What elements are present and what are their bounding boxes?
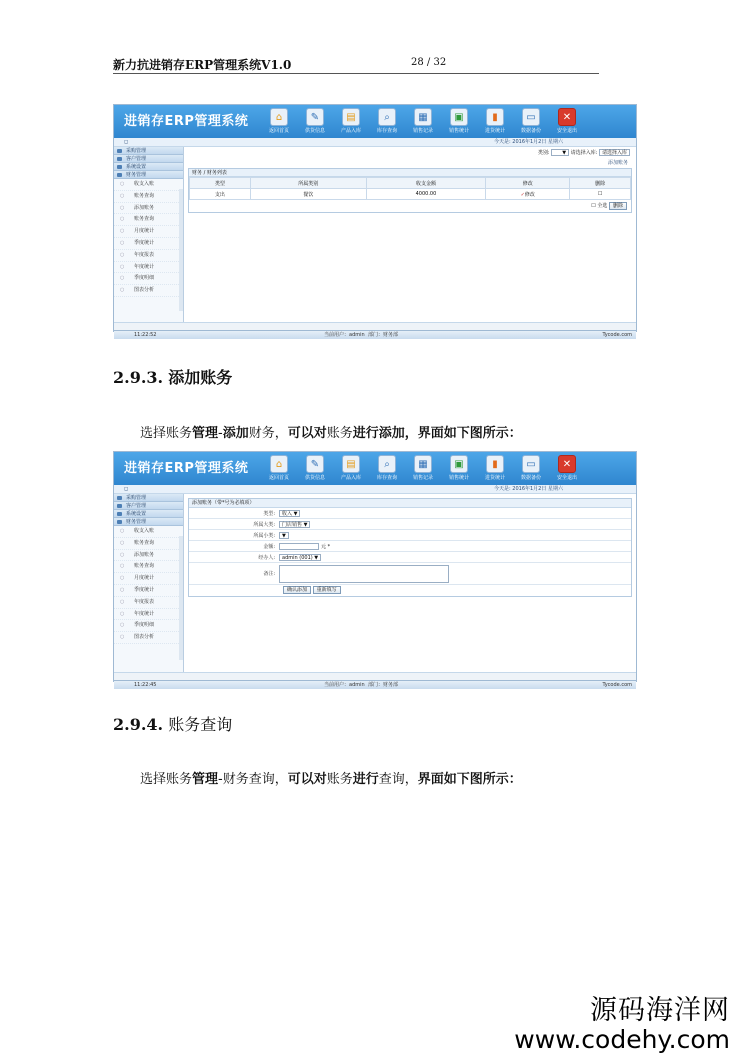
col-type: 类型 — [190, 178, 251, 189]
grid-icon: ▦ — [414, 108, 432, 126]
sidebar-item[interactable]: ○ 收支入账 — [114, 526, 183, 538]
info-bar — [114, 138, 636, 147]
handler-select[interactable]: admin (001) ▼ — [279, 554, 321, 561]
watermark-line2: www.codehy.com — [514, 1025, 730, 1054]
table-actions — [189, 200, 631, 212]
edit-icon: ✎ — [306, 108, 324, 126]
status-bar: 11:22:52 当前用户：admin 部门：财务部 Tycode.com — [114, 330, 636, 339]
sidebar-item[interactable]: ○ 账务查询 — [114, 538, 183, 550]
section-text-293: 选择账务管理-添加财务，可以对账务进行添加，界面如下图所示： — [140, 426, 522, 441]
toolbar-logout[interactable]: ✕ 安全退出 — [550, 107, 584, 134]
watermark — [514, 996, 730, 1054]
search-icon: ⌕ — [378, 108, 396, 126]
sidebar-scrollbar[interactable] — [179, 536, 183, 660]
chart-icon: ▣ — [450, 108, 468, 126]
toolbar-sales-stat[interactable]: ▣ 销售统计 — [442, 107, 476, 134]
watermark-line1: 源码海洋网 — [590, 995, 730, 1026]
field-remark: 备注: — [189, 563, 631, 585]
screenshot-finance-list — [113, 104, 637, 338]
amount-input[interactable] — [279, 543, 319, 550]
breadcrumb: ◻ — [124, 139, 129, 145]
sidebar-item[interactable]: ○ 年度统计 — [114, 609, 183, 621]
toolbar-stock-in[interactable]: ▤ 产品入库 — [334, 454, 368, 481]
menu-customer[interactable]: 客户管理 — [114, 502, 183, 510]
save-icon: ▭ — [522, 455, 540, 473]
finance-table — [189, 177, 631, 200]
table-row: 支出 餐饮 4000.00 ✓修改 ☐ — [190, 189, 631, 200]
col-edit: 修改 — [486, 178, 570, 189]
h-scrollbar[interactable] — [114, 672, 636, 680]
app-title: 进销存ERP管理系统 — [124, 461, 249, 476]
doc-title: 新力抗进销存ERP管理系统V1.0 — [113, 58, 292, 72]
toolbar-home[interactable]: ⌂ 返回首页 — [262, 454, 296, 481]
category-select[interactable]: 门店销售 ▼ — [279, 521, 310, 528]
sidebar-item[interactable]: ○ 年度报表 — [114, 597, 183, 609]
delete-button[interactable]: 删除 — [609, 202, 627, 210]
search-icon: ⌕ — [378, 455, 396, 473]
save-icon: ▭ — [522, 108, 540, 126]
sidebar-item[interactable]: ○ 账务查询 — [114, 191, 183, 203]
section-heading-293: 2.9.3. 添加账务 — [113, 368, 233, 387]
edit-link[interactable]: ✓修改 — [486, 189, 570, 200]
app-title: 进销存ERP管理系统 — [124, 114, 249, 129]
menu-settings[interactable]: 系统设置 — [114, 510, 183, 518]
row-checkbox[interactable]: ☐ — [570, 189, 631, 200]
sidebar — [114, 494, 184, 672]
sidebar-item[interactable]: ○ 图表分析 — [114, 285, 183, 297]
sidebar-item[interactable]: ○ 月度统计 — [114, 573, 183, 585]
select-all-checkbox[interactable]: ☐ — [591, 203, 596, 209]
form-actions — [189, 585, 631, 596]
sidebar-item[interactable]: ○ 月度统计 — [114, 226, 183, 238]
add-link[interactable]: 添加账务 — [607, 160, 628, 166]
page-header — [113, 56, 599, 74]
col-amount: 收支金额 — [366, 178, 486, 189]
menu-finance[interactable]: 财务管理 — [114, 171, 183, 179]
select-all-label[interactable]: 全选 — [597, 203, 608, 209]
submit-button[interactable]: 确认添加 — [283, 586, 311, 594]
type-select[interactable]: 收入 ▼ — [279, 510, 300, 517]
toolbar-backup[interactable]: ▭ 数据备份 — [514, 107, 548, 134]
toolbar-backup[interactable]: ▭ 数据备份 — [514, 454, 548, 481]
close-icon: ✕ — [558, 108, 576, 126]
subcategory-select[interactable]: ▼ — [279, 532, 289, 539]
sidebar-item[interactable]: ○ 添加账务 — [114, 550, 183, 562]
sidebar-item[interactable]: ○ 季度明细 — [114, 620, 183, 632]
toolbar-sales[interactable]: ▦ 销售记录 — [406, 454, 440, 481]
menu-purchase[interactable]: 采购管理 — [114, 147, 183, 155]
toolbar — [262, 454, 586, 481]
main-panel — [184, 494, 636, 672]
sidebar-item[interactable]: ○ 账务查询 — [114, 214, 183, 226]
col-category: 所属类别 — [250, 178, 366, 189]
menu-finance[interactable]: 财务管理 — [114, 518, 183, 526]
app-banner — [114, 105, 636, 138]
sidebar-item[interactable]: ○ 季度统计 — [114, 238, 183, 250]
sidebar-item[interactable]: ○ 添加账务 — [114, 203, 183, 215]
sidebar-item[interactable]: ○ 年度统计 — [114, 262, 183, 274]
box-icon: ▤ — [342, 108, 360, 126]
toolbar-supply[interactable]: ✎ 供货信息 — [298, 107, 332, 134]
toolbar-logout[interactable]: ✕ 安全退出 — [550, 454, 584, 481]
sidebar-item[interactable]: ○ 账务查询 — [114, 561, 183, 573]
reset-button[interactable]: 重新填写 — [313, 586, 341, 594]
menu-purchase[interactable]: 采购管理 — [114, 494, 183, 502]
app-banner — [114, 452, 636, 485]
toolbar-sales-stat[interactable]: ▣ 销售统计 — [442, 454, 476, 481]
status-bar: 11:22:45 当前用户：admin 部门：财务部 Tycode.com — [114, 680, 636, 689]
toolbar-stock-in[interactable]: ▤ 产品入库 — [334, 107, 368, 134]
toolbar-supply[interactable]: ✎ 供货信息 — [298, 454, 332, 481]
toolbar-home[interactable]: ⌂ 返回首页 — [262, 107, 296, 134]
sidebar-item[interactable]: ○ 收支入账 — [114, 179, 183, 191]
toolbar-sales[interactable]: ▦ 销售记录 — [406, 107, 440, 134]
toolbar-purchase-stat[interactable]: ▮ 进货统计 — [478, 107, 512, 134]
menu-customer[interactable]: 客户管理 — [114, 155, 183, 163]
section-heading-294: 2.9.4. 账务查询 — [113, 715, 233, 734]
bar-chart-icon: ▮ — [486, 455, 504, 473]
main-panel — [184, 147, 636, 322]
remark-textarea[interactable] — [279, 565, 449, 583]
toolbar-inventory[interactable]: ⌕ 库存查询 — [370, 454, 404, 481]
grid-title: 财务 / 财务列表 — [189, 169, 631, 177]
grid-icon: ▦ — [414, 455, 432, 473]
home-icon: ⌂ — [270, 108, 288, 126]
sidebar-item[interactable]: ○ 图表分析 — [114, 632, 183, 644]
add-finance-form — [188, 498, 632, 597]
h-scrollbar[interactable] — [114, 322, 636, 330]
bar-chart-icon: ▮ — [486, 108, 504, 126]
field-type: 类型: 收入 ▼ — [189, 508, 631, 519]
field-handler: 经办人: admin (001) ▼ — [189, 552, 631, 563]
sidebar-item[interactable]: ○ 季度统计 — [114, 585, 183, 597]
toolbar-purchase-stat[interactable]: ▮ 进货统计 — [478, 454, 512, 481]
info-bar — [114, 485, 636, 494]
section-text-294: 选择账务管理-财务查询，可以对账务进行查询，界面如下图所示： — [140, 772, 522, 787]
type-select[interactable]: ▼ — [551, 149, 569, 156]
home-icon: ⌂ — [270, 455, 288, 473]
menu-settings[interactable]: 系统设置 — [114, 163, 183, 171]
field-category: 所属大类: 门店销售 ▼ — [189, 519, 631, 530]
breadcrumb: ◻ — [124, 486, 129, 492]
filter-bar: 类别: ▼ 请选择入库: 请选择入库 — [184, 147, 636, 159]
chart-icon: ▣ — [450, 455, 468, 473]
form-title: 添加账务（带*号为必填项） — [189, 499, 631, 508]
toolbar-inventory[interactable]: ⌕ 库存查询 — [370, 107, 404, 134]
page-number: 28 / 32 — [411, 57, 447, 68]
screenshot-add-finance — [113, 451, 637, 688]
edit-icon: ✎ — [306, 455, 324, 473]
field-amount: 金额: 元 * — [189, 541, 631, 552]
box-icon: ▤ — [342, 455, 360, 473]
category-select[interactable]: 请选择入库 — [599, 149, 630, 156]
col-delete: 删除 — [570, 178, 631, 189]
date-info: 今天是: 2016年1月2日 星期六 — [494, 486, 563, 492]
close-icon: ✕ — [558, 455, 576, 473]
field-subcategory: 所属小类: ▼ — [189, 530, 631, 541]
toolbar — [262, 107, 586, 134]
sidebar — [114, 147, 184, 322]
sidebar-scrollbar[interactable] — [179, 189, 183, 311]
date-info: 今天是: 2016年1月2日 星期六 — [494, 139, 563, 145]
sidebar-item[interactable]: ○ 季度明细 — [114, 273, 183, 285]
sidebar-item[interactable]: ○ 年度报表 — [114, 250, 183, 262]
edit-icon: ✓ — [520, 191, 525, 198]
